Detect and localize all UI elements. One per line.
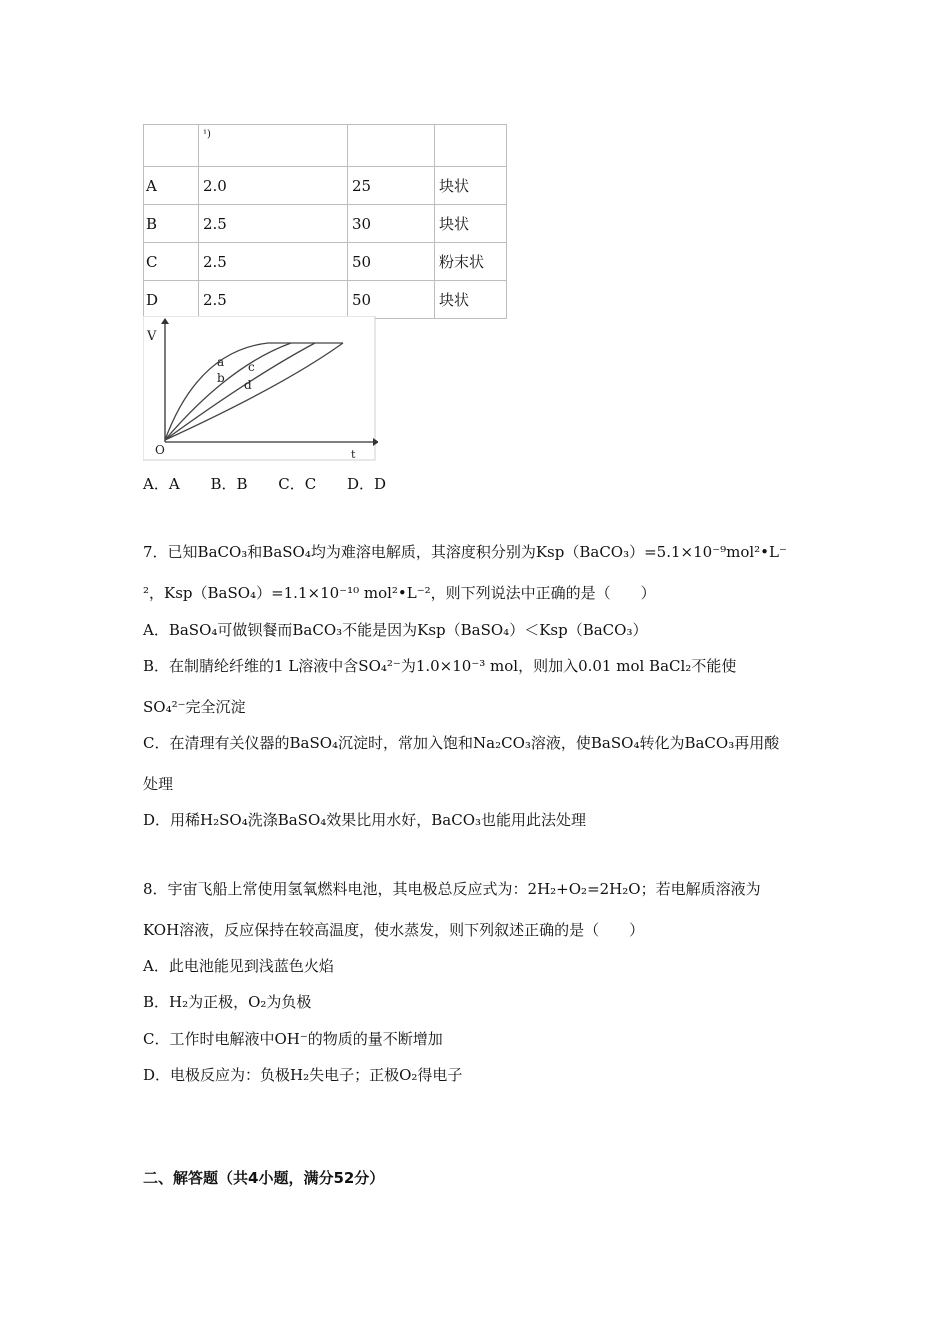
y-axis-label: V xyxy=(147,329,157,344)
q8-option-b: B．H₂为正极，O₂为负极 xyxy=(143,993,312,1011)
section-title: 二、解答题（共4小题，满分52分） xyxy=(143,1169,385,1187)
table-header-cell xyxy=(435,125,507,167)
q7-option-b-line-1: B．在制腈纶纤维的1 L溶液中含SO₄²⁻为1.0×10⁻³ mol，则加入0.01 mol BaCl₂不能使 xyxy=(143,657,737,675)
reaction-conditions-table xyxy=(143,124,507,319)
table-cell: 2.0 xyxy=(199,167,348,205)
q6-option-d: D．D xyxy=(347,475,387,493)
table-cell: A xyxy=(144,167,199,205)
table-header-cell xyxy=(348,125,435,167)
table-cell: C xyxy=(144,243,199,281)
x-axis-label: t xyxy=(351,448,356,461)
origin-label: O xyxy=(155,443,165,457)
curve-label-c: c xyxy=(248,360,255,374)
table-cell: 2.5 xyxy=(199,281,348,319)
table-cell: 粉末状 xyxy=(435,243,507,281)
table-cell: 块状 xyxy=(435,205,507,243)
q8-option-c: C．工作时电解液中OH⁻的物质的量不断增加 xyxy=(143,1030,443,1048)
table-cell: 块状 xyxy=(435,281,507,319)
q8-stem-line-2: KOH溶液，反应保持在较高温度，使水蒸发，则下列叙述正确的是（ ） xyxy=(143,921,645,939)
table-header-row xyxy=(144,125,507,167)
curve-label-b: b xyxy=(217,371,225,385)
graph-frame xyxy=(143,316,375,460)
curve-label-a: a xyxy=(217,355,225,369)
table-cell: 2.5 xyxy=(199,243,348,281)
curve-label-d: d xyxy=(244,378,252,392)
q7-option-c-line-2: 处理 xyxy=(143,775,174,793)
table-cell: 50 xyxy=(348,281,435,319)
table-cell: 30 xyxy=(348,205,435,243)
q7-stem-line-2: ²，Ksp（BaSO₄）=1.1×10⁻¹⁰ mol²•L⁻²，则下列说法中正确的是（ ） xyxy=(143,584,656,602)
table-cell: B xyxy=(144,205,199,243)
q8-option-a: A．此电池能见到浅蓝色火焰 xyxy=(143,957,334,975)
q6-options xyxy=(143,474,412,494)
q6-option-c: C．C xyxy=(278,475,317,493)
q7-option-b-line-2: SO₄²⁻完全沉淀 xyxy=(143,698,246,716)
q8-option-d: D．电极反应为：负极H₂失电子；正极O₂得电子 xyxy=(143,1066,463,1084)
table-header-cell: ¹) xyxy=(199,125,348,167)
q7-option-d: D．用稀H₂SO₄洗涤BaSO₄效果比用水好，BaCO₃也能用此法处理 xyxy=(143,811,587,829)
table-row xyxy=(144,167,507,205)
table-row xyxy=(144,205,507,243)
q8-stem-line-1: 8．宇宙飞船上常使用氢氧燃料电池，其电极总反应式为：2H₂+O₂=2H₂O；若电解质溶液为 xyxy=(143,880,761,898)
q7-option-c-line-1: C．在清理有关仪器的BaSO₄沉淀时，常加入饱和Na₂CO₃溶液，使BaSO₄转化为BaCO₃再用酸 xyxy=(143,734,780,752)
q6-option-b: B．B xyxy=(210,475,248,493)
q6-option-a: A．A xyxy=(143,475,180,493)
table-cell: 2.5 xyxy=(199,205,348,243)
q7-option-a: A．BaSO₄可做钡餐而BaCO₃不能是因为Ksp（BaSO₄）＜Ksp（BaCO₃） xyxy=(143,621,648,639)
q7-stem-line-1: 7．已知BaCO₃和BaSO₄均为难溶电解质，其溶度积分别为Ksp（BaCO₃）=5.1×10⁻⁹mol²•L⁻ xyxy=(143,543,787,561)
table-cell: D xyxy=(144,281,199,319)
table-row xyxy=(144,281,507,319)
table-header-cell xyxy=(144,125,199,167)
table-cell: 25 xyxy=(348,167,435,205)
volume-time-graph xyxy=(143,316,378,462)
table-cell: 块状 xyxy=(435,167,507,205)
table-row xyxy=(144,243,507,281)
table-cell: 50 xyxy=(348,243,435,281)
